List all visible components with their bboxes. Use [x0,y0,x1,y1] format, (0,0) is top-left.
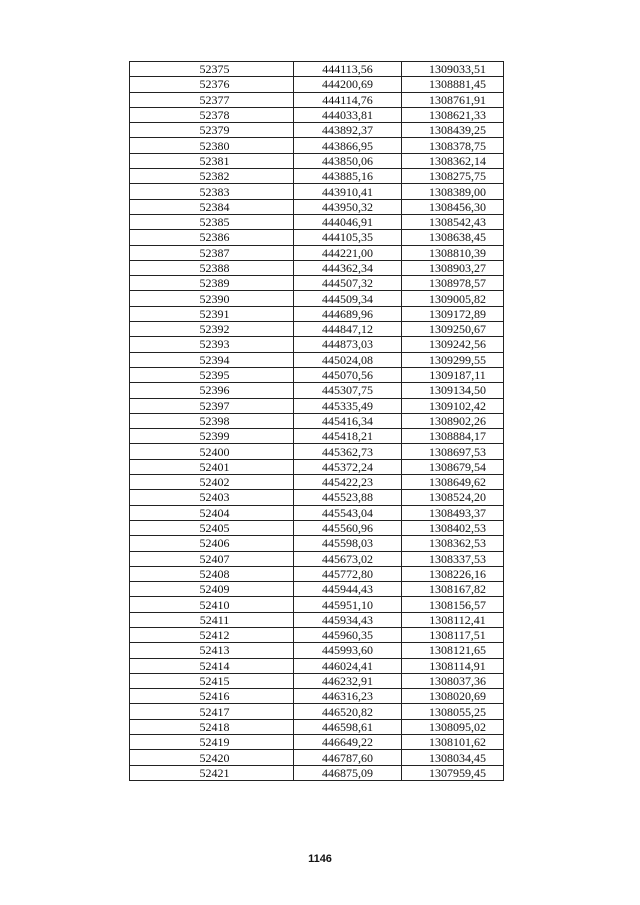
table-row [130,291,504,306]
y-coordinate-cell: 1309250,67 [402,322,504,337]
point-number-cell: 52393 [130,337,294,352]
x-coordinate-cell: 445422,23 [294,475,402,490]
point-number-cell: 52399 [130,429,294,444]
table-row [130,612,504,627]
point-number-cell: 52419 [130,735,294,750]
table-row [130,352,504,367]
table-row [130,199,504,214]
table-row [130,673,504,688]
table-row [130,245,504,260]
point-number-cell: 52386 [130,230,294,245]
table-row [130,138,504,153]
x-coordinate-cell: 445944,43 [294,582,402,597]
y-coordinate-cell: 1309172,89 [402,306,504,321]
y-coordinate-cell: 1308275,75 [402,169,504,184]
y-coordinate-cell: 1308337,53 [402,551,504,566]
y-coordinate-cell: 1308903,27 [402,260,504,275]
table-row [130,306,504,321]
y-coordinate-cell: 1308095,02 [402,719,504,734]
x-coordinate-cell: 444114,76 [294,92,402,107]
table-row [130,184,504,199]
table-row [130,444,504,459]
x-coordinate-cell: 443910,41 [294,184,402,199]
point-number-cell: 52383 [130,184,294,199]
y-coordinate-cell: 1309033,51 [402,62,504,77]
x-coordinate-cell: 446875,09 [294,765,402,780]
y-coordinate-cell: 1308524,20 [402,490,504,505]
table-row [130,566,504,581]
table-row [130,260,504,275]
point-number-cell: 52407 [130,551,294,566]
x-coordinate-cell: 444507,32 [294,276,402,291]
point-number-cell: 52392 [130,322,294,337]
table-row [130,367,504,382]
point-number-cell: 52401 [130,459,294,474]
table-row [130,429,504,444]
point-number-cell: 52382 [130,169,294,184]
x-coordinate-cell: 445560,96 [294,520,402,535]
x-coordinate-cell: 445934,43 [294,612,402,627]
y-coordinate-cell: 1308638,45 [402,230,504,245]
x-coordinate-cell: 446649,22 [294,735,402,750]
x-coordinate-cell: 445523,88 [294,490,402,505]
table-row [130,658,504,673]
table-row [130,551,504,566]
point-number-cell: 52384 [130,199,294,214]
x-coordinate-cell: 446316,23 [294,689,402,704]
point-number-cell: 52402 [130,475,294,490]
x-coordinate-cell: 444105,35 [294,230,402,245]
y-coordinate-cell: 1308542,43 [402,214,504,229]
y-coordinate-cell: 1308114,91 [402,658,504,673]
y-coordinate-cell: 1308761,91 [402,92,504,107]
table-row [130,582,504,597]
y-coordinate-cell: 1308456,30 [402,199,504,214]
coordinates-table [129,61,504,781]
table-row [130,505,504,520]
y-coordinate-cell: 1308378,75 [402,138,504,153]
y-coordinate-cell: 1308156,57 [402,597,504,612]
x-coordinate-cell: 446232,91 [294,673,402,688]
x-coordinate-cell: 444033,81 [294,107,402,122]
x-coordinate-cell: 446787,60 [294,750,402,765]
y-coordinate-cell: 1308493,37 [402,505,504,520]
y-coordinate-cell: 1308649,62 [402,475,504,490]
x-coordinate-cell: 445307,75 [294,383,402,398]
y-coordinate-cell: 1308117,51 [402,627,504,642]
point-number-cell: 52397 [130,398,294,413]
y-coordinate-cell: 1308621,33 [402,107,504,122]
point-number-cell: 52403 [130,490,294,505]
y-coordinate-cell: 1308439,25 [402,123,504,138]
table-row [130,765,504,780]
point-number-cell: 52405 [130,520,294,535]
y-coordinate-cell: 1308697,53 [402,444,504,459]
y-coordinate-cell: 1308112,41 [402,612,504,627]
point-number-cell: 52385 [130,214,294,229]
table-row [130,520,504,535]
x-coordinate-cell: 444509,34 [294,291,402,306]
y-coordinate-cell: 1308881,45 [402,77,504,92]
x-coordinate-cell: 443892,37 [294,123,402,138]
x-coordinate-cell: 443950,32 [294,199,402,214]
y-coordinate-cell: 1308884,17 [402,429,504,444]
x-coordinate-cell: 443866,95 [294,138,402,153]
table-row [130,276,504,291]
point-number-cell: 52421 [130,765,294,780]
y-coordinate-cell: 1308121,65 [402,643,504,658]
x-coordinate-cell: 446024,41 [294,658,402,673]
point-number-cell: 52420 [130,750,294,765]
point-number-cell: 52408 [130,566,294,581]
point-number-cell: 52416 [130,689,294,704]
point-number-cell: 52413 [130,643,294,658]
point-number-cell: 52398 [130,413,294,428]
x-coordinate-cell: 444689,96 [294,306,402,321]
point-number-cell: 52391 [130,306,294,321]
y-coordinate-cell: 1307959,45 [402,765,504,780]
table-row [130,169,504,184]
table-row [130,704,504,719]
point-number-cell: 52381 [130,153,294,168]
point-number-cell: 52411 [130,612,294,627]
point-number-cell: 52387 [130,245,294,260]
table-row [130,627,504,642]
x-coordinate-cell: 445070,56 [294,367,402,382]
point-number-cell: 52390 [130,291,294,306]
y-coordinate-cell: 1308034,45 [402,750,504,765]
y-coordinate-cell: 1308362,53 [402,536,504,551]
table-row [130,413,504,428]
y-coordinate-cell: 1308902,26 [402,413,504,428]
x-coordinate-cell: 445362,73 [294,444,402,459]
point-number-cell: 52409 [130,582,294,597]
page-number: 1146 [308,853,332,865]
table-row [130,123,504,138]
x-coordinate-cell: 444113,56 [294,62,402,77]
y-coordinate-cell: 1308402,53 [402,520,504,535]
table-row [130,92,504,107]
table-row [130,398,504,413]
x-coordinate-cell: 445598,03 [294,536,402,551]
table-row [130,337,504,352]
x-coordinate-cell: 446598,61 [294,719,402,734]
x-coordinate-cell: 444847,12 [294,322,402,337]
table-row [130,107,504,122]
point-number-cell: 52410 [130,597,294,612]
point-number-cell: 52389 [130,276,294,291]
y-coordinate-cell: 1308362,14 [402,153,504,168]
y-coordinate-cell: 1308226,16 [402,566,504,581]
x-coordinate-cell: 445993,60 [294,643,402,658]
y-coordinate-cell: 1308037,36 [402,673,504,688]
y-coordinate-cell: 1309187,11 [402,367,504,382]
table-row [130,689,504,704]
coordinates-table-body [130,62,504,781]
x-coordinate-cell: 444873,03 [294,337,402,352]
table-row [130,536,504,551]
point-number-cell: 52406 [130,536,294,551]
x-coordinate-cell: 444200,69 [294,77,402,92]
x-coordinate-cell: 444046,91 [294,214,402,229]
y-coordinate-cell: 1308810,39 [402,245,504,260]
point-number-cell: 52417 [130,704,294,719]
point-number-cell: 52418 [130,719,294,734]
point-number-cell: 52400 [130,444,294,459]
y-coordinate-cell: 1308978,57 [402,276,504,291]
x-coordinate-cell: 445335,49 [294,398,402,413]
table-row [130,735,504,750]
x-coordinate-cell: 446520,82 [294,704,402,719]
x-coordinate-cell: 445960,35 [294,627,402,642]
x-coordinate-cell: 444362,34 [294,260,402,275]
x-coordinate-cell: 445951,10 [294,597,402,612]
point-number-cell: 52388 [130,260,294,275]
table-row [130,153,504,168]
x-coordinate-cell: 445416,34 [294,413,402,428]
point-number-cell: 52415 [130,673,294,688]
y-coordinate-cell: 1308389,00 [402,184,504,199]
x-coordinate-cell: 444221,00 [294,245,402,260]
table-row [130,77,504,92]
y-coordinate-cell: 1309134,50 [402,383,504,398]
table-row [130,230,504,245]
y-coordinate-cell: 1309005,82 [402,291,504,306]
point-number-cell: 52378 [130,107,294,122]
x-coordinate-cell: 445772,80 [294,566,402,581]
x-coordinate-cell: 445673,02 [294,551,402,566]
point-number-cell: 52404 [130,505,294,520]
point-number-cell: 52379 [130,123,294,138]
point-number-cell: 52375 [130,62,294,77]
table-row [130,459,504,474]
x-coordinate-cell: 445372,24 [294,459,402,474]
point-number-cell: 52380 [130,138,294,153]
y-coordinate-cell: 1308167,82 [402,582,504,597]
point-number-cell: 52376 [130,77,294,92]
x-coordinate-cell: 445024,08 [294,352,402,367]
table-row [130,383,504,398]
table-row [130,750,504,765]
x-coordinate-cell: 443885,16 [294,169,402,184]
table-row [130,214,504,229]
point-number-cell: 52396 [130,383,294,398]
table-row [130,643,504,658]
table-row [130,322,504,337]
y-coordinate-cell: 1309242,56 [402,337,504,352]
y-coordinate-cell: 1309299,55 [402,352,504,367]
point-number-cell: 52377 [130,92,294,107]
table-row [130,62,504,77]
point-number-cell: 52412 [130,627,294,642]
table-row [130,597,504,612]
x-coordinate-cell: 445543,04 [294,505,402,520]
point-number-cell: 52395 [130,367,294,382]
x-coordinate-cell: 443850,06 [294,153,402,168]
x-coordinate-cell: 445418,21 [294,429,402,444]
point-number-cell: 52414 [130,658,294,673]
y-coordinate-cell: 1308055,25 [402,704,504,719]
y-coordinate-cell: 1309102,42 [402,398,504,413]
table-row [130,490,504,505]
y-coordinate-cell: 1308679,54 [402,459,504,474]
point-number-cell: 52394 [130,352,294,367]
y-coordinate-cell: 1308020,69 [402,689,504,704]
table-row [130,719,504,734]
y-coordinate-cell: 1308101,62 [402,735,504,750]
table-row [130,475,504,490]
